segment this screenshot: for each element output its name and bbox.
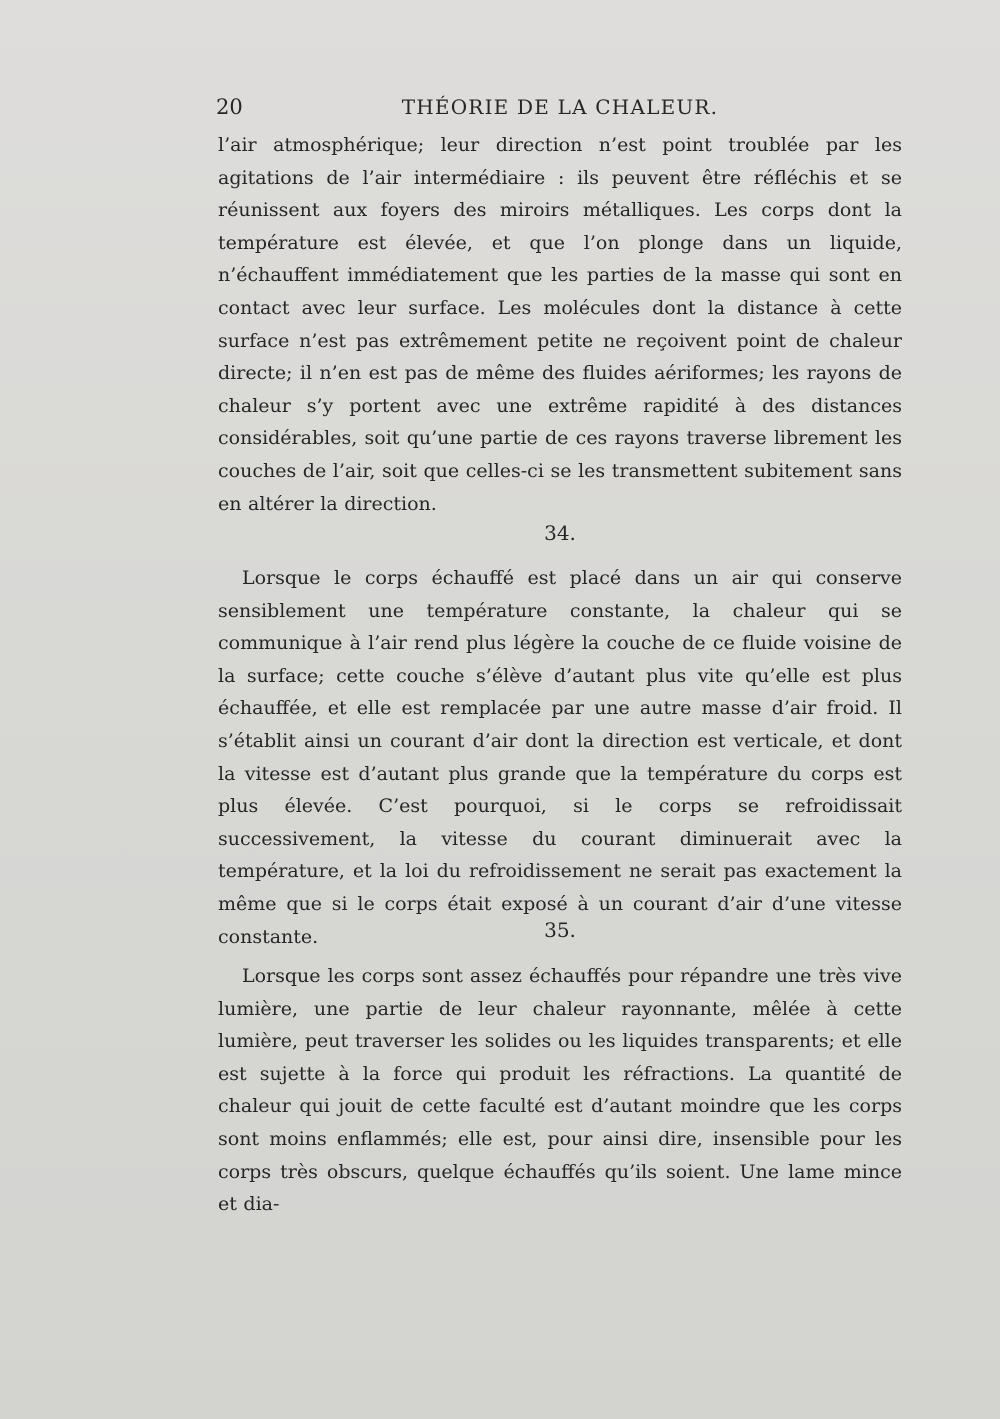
- page-header: [216, 92, 904, 126]
- paragraph-section-34: Lorsque le corps échauffé est placé dans un air qui conserve sensiblement une température constante, la chaleur qui se communique à l’air rend plus légère la couche de ce fluide voisine de la surface; cette couche s’élève d’autant plus vite qu’elle est plus échauffée, et elle est remplacée par une autre masse d’air froid. Il s’établit ainsi un courant d’air dont la direction est verticale, et dont la vitesse est d’autant plus grande que la température du corps est plus élevée. C’est pourquoi, si le corps se refroidissait successivement, la vitesse du courant diminuerait avec la température, et la loi du refroidissement ne serait pas exactement la même que si le corps était exposé à un courant d’air d’une vitesse constante.: [218, 567, 902, 948]
- running-title: THÉORIE DE LA CHALEUR.: [401, 95, 719, 119]
- page-number: 20: [216, 95, 243, 119]
- paragraph-section-35: Lorsque les corps sont assez échauffés pour répandre une très vive lumière, une partie de leur chaleur rayonnante, mêlée à cette lumière, peut traverser les solides ou les liquides transparents; et elle est sujette à la force qui produit les réfractions. La quantité de chaleur qui jouit de cette faculté est d’autant moindre que les corps sont moins enflammés; elle est, pour ainsi dire, insensible pour les corps très obscurs, quelque échauffés qu’ils soient. Une lame mince et dia-: [218, 965, 902, 1216]
- section-number-35: 35.: [544, 918, 576, 942]
- paragraph-continued: l’air atmosphérique; leur direction n’est point troublée par les agitations de l’air intermédiaire : ils peuvent être réfléchis et se réunissent aux foyers des miroirs métalliques. Les corps dont la température est élevée, et que l’on plonge dans un liquide, n’échauffent immédiatement que les parties de la masse qui sont en contact avec leur surface. Les molécules dont la distance à cette surface n’est pas extrêmement petite ne reçoivent point de chaleur directe; il n’en est pas de même des fluides aériformes; les rayons de chaleur s’y portent avec une extrême rapidité à des distances considérables, soit qu’une partie de ces rayons traverse librement les couches de l’air, soit que celles-ci se les transmettent subitement sans en altérer la direction.: [218, 134, 902, 515]
- section-number-34: 34.: [544, 521, 576, 545]
